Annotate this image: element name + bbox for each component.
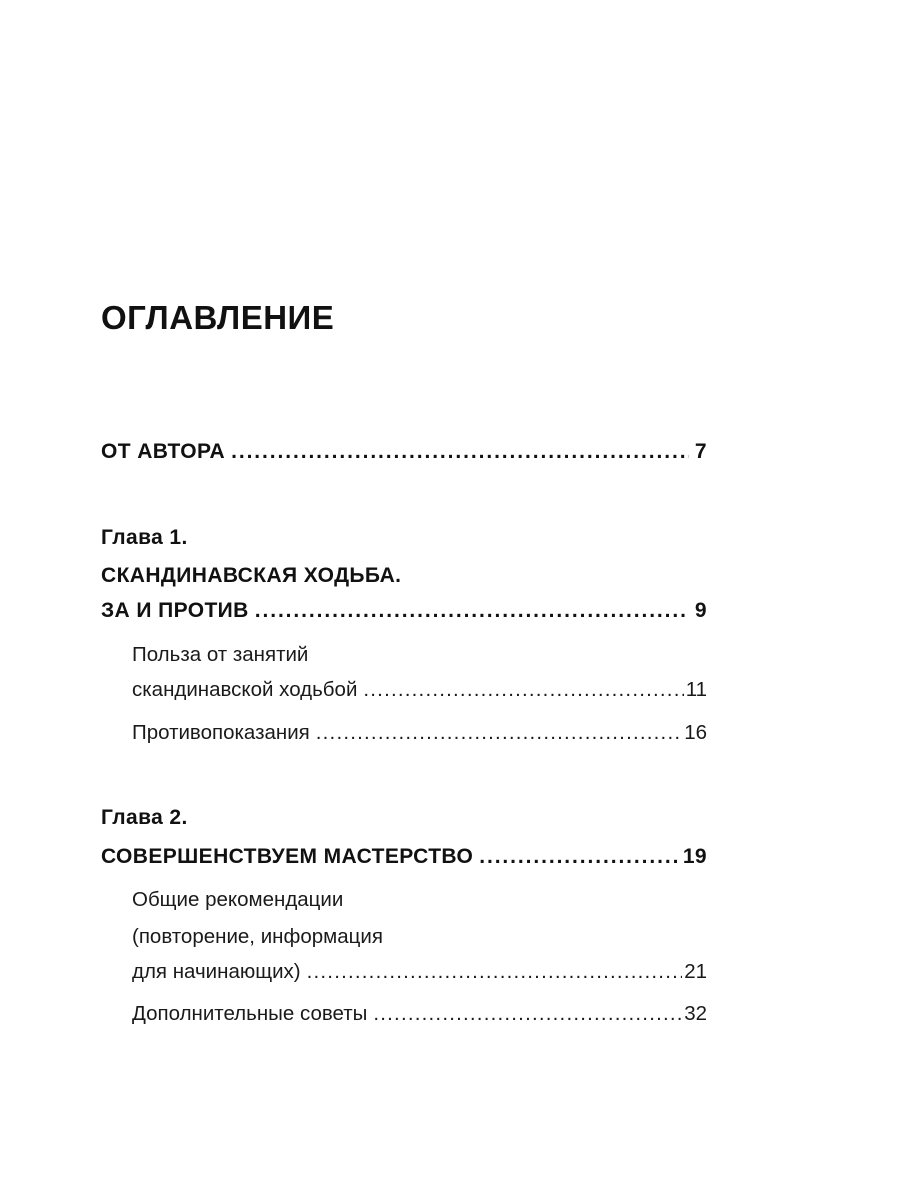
toc-entry-label: Дополнительные советы [132,1002,368,1025]
toc-page-number: 16 [684,721,707,744]
toc-entry-label: ЗА И ПРОТИВ [101,599,249,622]
toc-entry-section [132,673,707,707]
toc-page-number: 19 [682,845,707,868]
dot-leader [307,955,683,989]
dot-leader [479,840,677,874]
toc-page-number: 32 [684,1002,707,1025]
toc-entry-section [132,997,707,1031]
toc-entry-label: скандинавской ходьбой [132,678,358,701]
toc-entry-chapter-1 [101,594,707,628]
toc-entry-author-note [101,435,707,469]
toc-page-number: 7 [694,440,707,463]
dot-leader [363,673,683,707]
chapter-1-title-line: СКАНДИНАВСКАЯ ХОДЬБА. [101,564,402,587]
toc-page-number: 11 [685,678,707,701]
toc-entry-label: ОТ АВТОРА [101,440,226,463]
toc-entry-section [132,955,707,989]
section-title-line: Общие рекомендации [132,888,344,911]
toc-entry-label: для начинающих) [132,960,301,983]
dot-leader [373,997,682,1031]
dot-leader [316,716,682,750]
toc-entry-label: СОВЕРШЕНСТВУЕМ МАСТЕРСТВО [101,845,474,868]
dot-leader [255,594,689,628]
toc-entry-chapter-2 [101,840,707,874]
toc-entry-section [132,716,707,750]
dot-leader [231,435,689,469]
toc-entry-label: Противопоказания [132,721,310,744]
toc-page-number: 21 [684,960,707,983]
page-title: ОГЛАВЛЕНИЕ [101,299,335,336]
chapter-1-number: Глава 1. [101,526,188,549]
toc-page-number: 9 [694,599,707,622]
section-title-line: (повторение, информация [132,925,383,948]
section-title-line: Польза от занятий [132,643,309,666]
chapter-2-number: Глава 2. [101,806,188,829]
